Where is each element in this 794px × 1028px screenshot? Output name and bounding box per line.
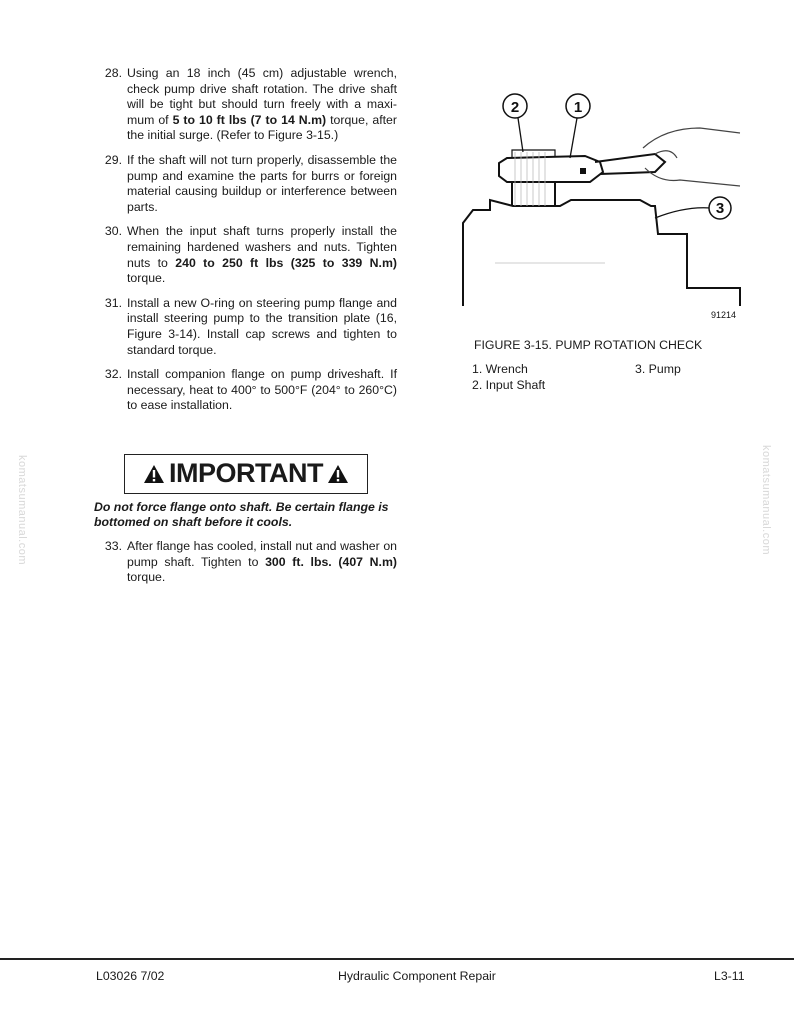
step-item	[94, 539, 397, 586]
step-text-run: torque, after the initial surge. (Refer to Figure 3-15.)	[127, 112, 397, 143]
important-note: Do not force flange onto shaft. Be certain flange is bottomed on shaft before it cools.	[94, 499, 389, 530]
legend-item: 1. Wrench	[472, 362, 528, 376]
legend-row	[472, 377, 722, 393]
step-number: 33.	[104, 539, 122, 554]
wrench-square-mark	[580, 168, 586, 174]
warning-icon	[143, 464, 165, 484]
torque-spec: 5 to 10 ft lbs (7 to 14 N.m)	[172, 112, 327, 127]
important-banner	[124, 454, 368, 494]
step-number: 28.	[104, 66, 122, 80]
callout-3: 3	[715, 200, 725, 217]
pump-body	[463, 200, 740, 306]
torque-spec: 240 to 250 ft lbs (325 to 339 N.m)	[175, 255, 397, 270]
step-text-run: If the shaft will not turn properly, disassemble the pump and examine the parts for burrs or foreign material causing buildup or interference between parts.	[127, 152, 397, 214]
callout-1: 1	[573, 99, 583, 116]
instruction-column	[94, 66, 397, 595]
footer-page-number: L3-11	[714, 969, 745, 983]
step-item	[94, 296, 397, 358]
torque-spec: 300 ft. lbs. (407 N.m)	[265, 554, 397, 569]
figure-caption: FIGURE 3-15. PUMP ROTATION CHECK	[474, 338, 703, 352]
wrench	[499, 156, 603, 182]
step-33	[94, 539, 397, 586]
step-text-run: After flange has cooled, install nut and washer on pump shaft. Tighten to	[127, 539, 397, 569]
step-text-run: torque.	[127, 271, 166, 286]
step-number: 29.	[104, 152, 122, 167]
step-text	[127, 296, 397, 358]
legend-item: 2. Input Shaft	[472, 378, 546, 392]
legend-item: 3. Pump	[635, 362, 681, 376]
step-item	[94, 153, 397, 215]
step-text	[127, 224, 397, 286]
step-number: 30.	[104, 224, 122, 239]
step-text	[127, 367, 397, 414]
figure-legend	[472, 361, 722, 393]
footer-section-title: Hydraulic Component Repair	[338, 969, 496, 983]
step-list	[94, 66, 397, 414]
step-text-run: Install companion flange on pump driveshaft. If necessary, heat to 400° to 500°F (204° to 260°C) to ease installation.	[127, 367, 397, 413]
important-label: IMPORTANT	[169, 458, 323, 489]
callout-2: 2	[510, 99, 520, 116]
step-item	[94, 367, 397, 414]
footer-rule	[0, 958, 794, 960]
image-code: 91214	[711, 310, 737, 320]
watermark-right: komatsumanual.com	[760, 445, 772, 555]
step-text	[127, 539, 397, 586]
watermark-left: komatsumanual.com	[16, 455, 28, 565]
step-text	[127, 66, 397, 144]
step-text-run: Install a new O-ring on steering pump flange and install steering pump to the transition plate (16, Figure 3-14). Install cap screws and tighten to standard torque.	[127, 295, 397, 357]
step-text-run: torque.	[127, 570, 166, 585]
step-text-run: When the input shaft turns properly install the remaining hardened washers and nuts. Tighten nuts to	[127, 224, 397, 270]
step-number: 31.	[104, 295, 122, 310]
footer-doc-id: L03026 7/02	[96, 969, 165, 983]
pump-rotation-figure	[455, 88, 745, 328]
legend-row	[472, 361, 722, 377]
step-item	[94, 66, 397, 144]
warning-icon	[327, 464, 349, 484]
step-number: 32.	[104, 367, 122, 382]
step-text-run: Using an 18 inch (45 cm) adjustable wrench, check pump drive shaft rotation. The drive shaft will be tight but should turn freely with a maxi-mum of	[127, 66, 397, 127]
step-text	[127, 153, 397, 215]
step-item	[94, 224, 397, 286]
